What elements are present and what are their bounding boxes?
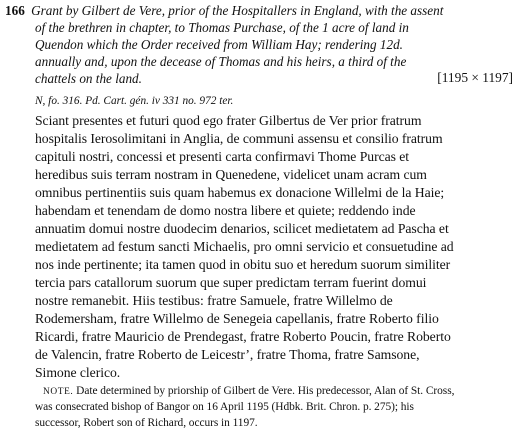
entry-heading-line: annually and, upon the decease of Thomas and his heirs, a third of the [35, 54, 407, 69]
note-line: was consecrated bishop of Bangor on 16 April 1195 (Hdbk. Brit. Chron. p. 275); his [35, 401, 414, 413]
charter-text-line: heredibus suis terram nostram in Quenedene, videlicet unam acram cum [35, 167, 427, 182]
note-line: NOTE. Date determined by priorship of Gilbert de Vere. His predecessor, Alan of St. Cross, [43, 385, 455, 397]
entry-heading-line: Quendon which the Order received from William Hay; rendering 12d. [35, 37, 403, 52]
entry-heading-line: chattels on the land. [35, 71, 142, 86]
entry-heading-line: of the brethren in chapter, to Thomas Purchase, of the 1 acre of land in [35, 20, 409, 35]
charter-text-line: capituli nostri, concessi et presenti carta confirmavi Thome Purcas et [35, 149, 410, 164]
note-label: NOTE. [43, 387, 74, 397]
charter-text-line: hospitalis Ierosolimitani in Anglia, de communi assensu et consilio fratrum [35, 131, 443, 146]
charter-text-line: Simone clerico. [35, 365, 121, 380]
charter-text-line: tercia pars catallorum suorum que super predictam terram fuerint domui [35, 275, 427, 290]
note-line: successor, Robert son of Richard, occurs in 1197. [35, 417, 258, 429]
charter-text-line: medietatem ad festum sancti Michaelis, pro omni servicio et consuetudine ad [35, 239, 454, 254]
charter-text-line: nos inde pertinente; ita tamen quod in obitu suo et heredum suorum similiter [35, 257, 451, 272]
charter-text-line: de Valencin, fratre Roberto de Leicestr’, fratre Thoma, fratre Samsone, [35, 347, 420, 362]
charter-text-line: Ricardi, fratre Mauricio de Prendegast, fratre Roberto Poucin, fratre Roberto [35, 329, 451, 344]
entry-heading-line: 166 Grant by Gilbert de Vere, prior of the Hospitallers in England, with the assent [5, 3, 444, 18]
charter-text-line: habendam et tenendam de domo nostra libere et quiete; reddendo inde [35, 203, 416, 218]
charter-text-line: Rodemersham, fratre Willelmo de Senegeia capellanis, fratre Roberto filio [35, 311, 439, 326]
charter-text-line: omnibus pertinentiis suis quam habemus ex donacione Willelmi de la Haie; [35, 185, 445, 200]
charter-text-line: Sciant presentes et futuri quod ego frater Gilbertus de Ver prior fratrum [35, 113, 422, 128]
entry-number: 166 [5, 3, 25, 18]
entry-source: N, fo. 316. Pd. Cart. gén. iv 331 no. 972 ter. [35, 95, 234, 107]
charter-text-line: annuatim domui nostre duodecim denarios, scilicet medietatem ad Pascha et [35, 221, 449, 236]
charter-text-line: nostre remanebit. Hiis testibus: fratre Samuele, fratre Willelmo de [35, 293, 393, 308]
entry-date: [1195 × 1197] [437, 70, 513, 85]
